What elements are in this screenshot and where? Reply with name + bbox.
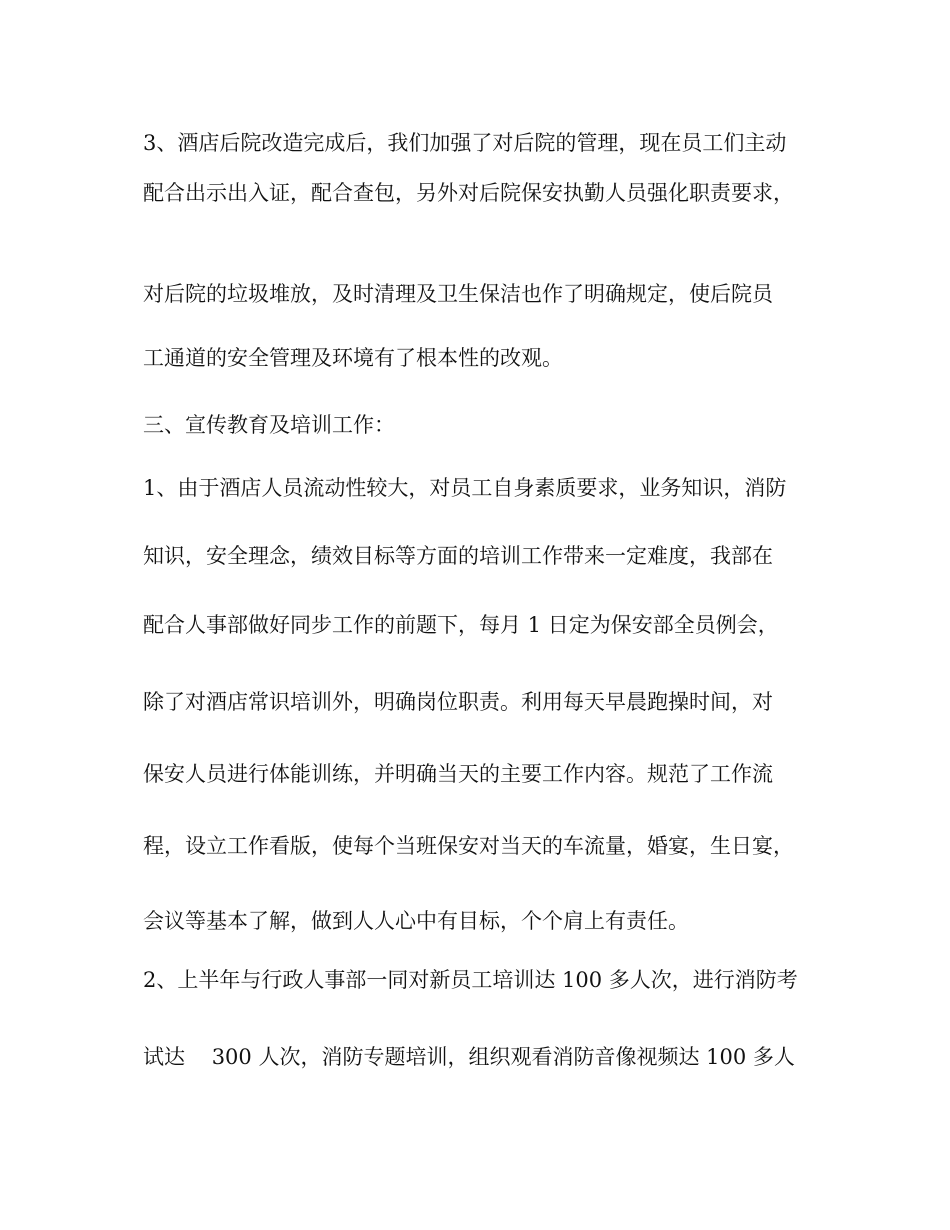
paragraph-line-3: 对后院的垃圾堆放，及时清理及卫生保洁也作了明确规定，使后院员 <box>143 282 773 306</box>
section-heading: 三、宣传教育及培训工作： <box>143 413 395 437</box>
paragraph-line-12: 会议等基本了解，做到人人心中有目标，个个肩上有责任。 <box>143 909 689 933</box>
paragraph-line-1: 3、酒店后院改造完成后，我们加强了对后院的管理，现在员工们主动 <box>143 131 787 155</box>
paragraph-line-10: 保安人员进行体能训练，并明确当天的主要工作内容。规范了工作流 <box>143 762 773 786</box>
paragraph-line-7: 知识，安全理念，绩效目标等方面的培训工作带来一定难度，我部在 <box>143 544 773 568</box>
paragraph-line-4: 工通道的安全管理及环境有了根本性的改观。 <box>143 346 563 370</box>
paragraph-line-6: 1、由于酒店人员流动性较大，对员工自身素质要求，业务知识，消防 <box>143 476 787 500</box>
paragraph-line-13: 2、上半年与行政人事部一同对新员工培训达 100 多人次，进行消防考 <box>143 968 798 992</box>
paragraph-line-2: 配合出示出入证，配合查包，另外对后院保安执勤人员强化职责要求， <box>143 181 794 205</box>
paragraph-line-11: 程，设立工作看版，使每个当班保安对当天的车流量，婚宴，生日宴， <box>143 834 794 858</box>
paragraph-line-8: 配合人事部做好同步工作的前题下，每月 1 日定为保安部全员例会， <box>143 613 779 637</box>
paragraph-line-14: 试达 300 人次，消防专题培训，组织观看消防音像视频达 100 多人 <box>143 1045 795 1069</box>
paragraph-line-9: 除了对酒店常识培训外，明确岗位职责。利用每天早晨跑操时间，对 <box>143 690 773 714</box>
